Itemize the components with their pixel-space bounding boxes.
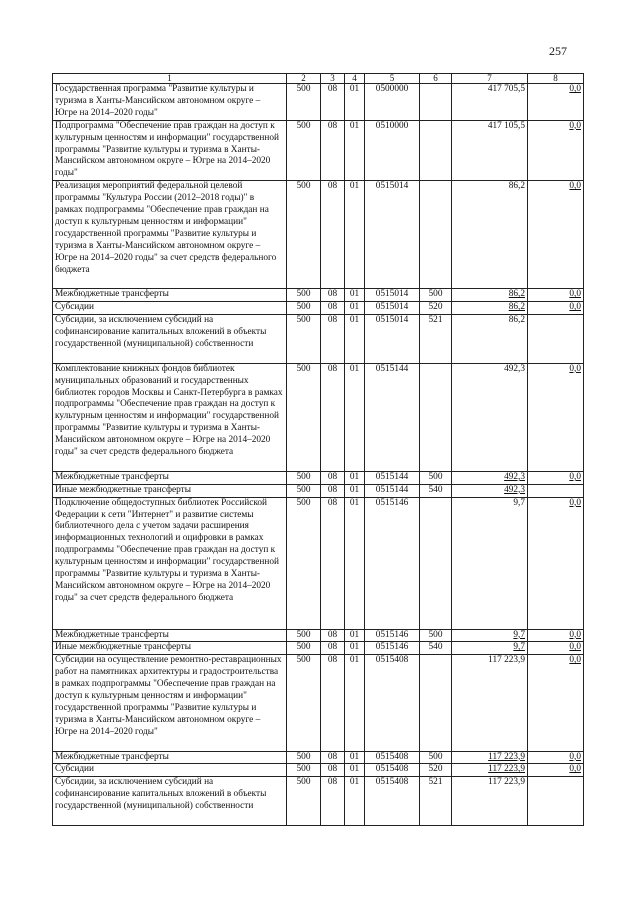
row-expense-type-cell: 500 bbox=[420, 629, 452, 642]
row-target-article-cell: 0515146 bbox=[365, 497, 420, 629]
row-subsection-code-cell: 01 bbox=[345, 120, 365, 181]
row-amount-federal-cell: 0,0 bbox=[528, 655, 584, 751]
row-expense-type-cell bbox=[420, 655, 452, 751]
row-subsection-code-cell: 01 bbox=[345, 84, 365, 121]
column-header: 7 bbox=[452, 74, 528, 84]
column-header: 3 bbox=[321, 74, 345, 84]
row-target-article-cell: 0515408 bbox=[365, 777, 420, 826]
table-row bbox=[53, 315, 584, 364]
row-name-cell: Иные межбюджетные трансферты bbox=[53, 484, 287, 497]
row-target-article-cell: 0515144 bbox=[365, 471, 420, 484]
row-target-article-cell: 0515014 bbox=[365, 181, 420, 289]
row-target-article-cell: 0515014 bbox=[365, 315, 420, 364]
table-row bbox=[53, 629, 584, 642]
row-ministry-code-cell: 500 bbox=[287, 289, 321, 302]
row-amount-cell: 117 223,9 bbox=[452, 751, 528, 764]
row-target-article-cell: 0515144 bbox=[365, 484, 420, 497]
row-expense-type-cell: 520 bbox=[420, 302, 452, 315]
row-section-code-cell: 08 bbox=[321, 471, 345, 484]
row-section-code-cell: 08 bbox=[321, 629, 345, 642]
row-amount-cell: 492,3 bbox=[452, 363, 528, 471]
row-section-code-cell: 08 bbox=[321, 120, 345, 181]
row-expense-type-cell bbox=[420, 497, 452, 629]
row-target-article-cell: 0515146 bbox=[365, 642, 420, 655]
row-subsection-code-cell: 01 bbox=[345, 629, 365, 642]
row-section-code-cell: 08 bbox=[321, 289, 345, 302]
row-subsection-code-cell: 01 bbox=[345, 497, 365, 629]
row-amount-federal-cell: 0,0 bbox=[528, 181, 584, 289]
row-subsection-code-cell: 01 bbox=[345, 764, 365, 777]
row-amount-cell: 117 223,9 bbox=[452, 777, 528, 826]
row-target-article-cell: 0515408 bbox=[365, 655, 420, 751]
row-ministry-code-cell: 500 bbox=[287, 315, 321, 364]
row-name-cell: Субсидии, за исключением субсидий на софинансирование капитальных вложений в объекты государственной (муниципальной) собственности bbox=[53, 777, 287, 826]
row-ministry-code-cell: 500 bbox=[287, 777, 321, 826]
row-ministry-code-cell: 500 bbox=[287, 629, 321, 642]
row-section-code-cell: 08 bbox=[321, 84, 345, 121]
row-amount-cell: 86,2 bbox=[452, 302, 528, 315]
row-amount-federal-cell: 0,0 bbox=[528, 751, 584, 764]
row-amount-federal-cell bbox=[528, 777, 584, 826]
row-name-cell: Межбюджетные трансферты bbox=[53, 471, 287, 484]
row-target-article-cell: 0515144 bbox=[365, 363, 420, 471]
row-name-cell: Подключение общедоступных библиотек Российской Федерации к сети "Интернет" и развитие системы библиотечного дела с учетом задачи расширения информационных технологий и оцифровки в рамках подпрограммы "Обеспечение прав граждан на доступ к культурным ценностям и информации" государственной программы "Развитие культуры и туризма в Ханты-Мансийском автономном округе – Югре на 2014–2020 годы" за счет средств федерального бюджета bbox=[53, 497, 287, 629]
row-expense-type-cell: 520 bbox=[420, 764, 452, 777]
row-name-cell: Комплектование книжных фондов библиотек муниципальных образований и государственных библиотек городов Москвы и Санкт-Петербурга в рамках подпрограммы "Обеспечение прав граждан на доступ к культурным ценностям и информации" государственной программы "Развитие культуры и туризма в Ханты-Мансийском автономном округе – Югре на 2014–2020 годы" за счет средств федерального бюджета bbox=[53, 363, 287, 471]
row-expense-type-cell bbox=[420, 363, 452, 471]
row-amount-federal-cell: 0,0 bbox=[528, 302, 584, 315]
column-header: 4 bbox=[345, 74, 365, 84]
row-section-code-cell: 08 bbox=[321, 363, 345, 471]
row-target-article-cell: 0510000 bbox=[365, 120, 420, 181]
row-expense-type-cell: 500 bbox=[420, 751, 452, 764]
table-row bbox=[53, 302, 584, 315]
row-name-cell: Подпрограмма "Обеспечение прав граждан на доступ к культурным ценностям и информации" государственной программы "Развитие культуры и туризма в Ханты-Мансийском автономном округе – Югре на 2014–2020 годы" bbox=[53, 120, 287, 181]
row-section-code-cell: 08 bbox=[321, 777, 345, 826]
row-amount-cell: 117 223,9 bbox=[452, 764, 528, 777]
column-header: 6 bbox=[420, 74, 452, 84]
row-target-article-cell: 0515146 bbox=[365, 629, 420, 642]
row-ministry-code-cell: 500 bbox=[287, 497, 321, 629]
table-row bbox=[53, 363, 584, 471]
row-expense-type-cell: 540 bbox=[420, 642, 452, 655]
row-amount-cell: 417 105,5 bbox=[452, 120, 528, 181]
table-row bbox=[53, 84, 584, 121]
row-subsection-code-cell: 01 bbox=[345, 315, 365, 364]
row-name-cell: Субсидии, за исключением субсидий на софинансирование капитальных вложений в объекты государственной (муниципальной) собственности bbox=[53, 315, 287, 364]
row-ministry-code-cell: 500 bbox=[287, 764, 321, 777]
row-subsection-code-cell: 01 bbox=[345, 751, 365, 764]
row-subsection-code-cell: 01 bbox=[345, 363, 365, 471]
table-row bbox=[53, 655, 584, 751]
row-amount-cell: 417 705,5 bbox=[452, 84, 528, 121]
row-section-code-cell: 08 bbox=[321, 497, 345, 629]
row-subsection-code-cell: 01 bbox=[345, 181, 365, 289]
row-name-cell: Межбюджетные трансферты bbox=[53, 629, 287, 642]
row-amount-federal-cell: 0,0 bbox=[528, 363, 584, 471]
row-target-article-cell: 0515014 bbox=[365, 289, 420, 302]
row-subsection-code-cell: 01 bbox=[345, 777, 365, 826]
row-expense-type-cell: 500 bbox=[420, 289, 452, 302]
row-amount-cell: 9,7 bbox=[452, 497, 528, 629]
row-section-code-cell: 08 bbox=[321, 655, 345, 751]
budget-table bbox=[52, 73, 584, 826]
row-amount-federal-cell: 0,0 bbox=[528, 764, 584, 777]
table-row bbox=[53, 751, 584, 764]
row-expense-type-cell: 521 bbox=[420, 315, 452, 364]
row-section-code-cell: 08 bbox=[321, 751, 345, 764]
row-ministry-code-cell: 500 bbox=[287, 642, 321, 655]
row-amount-federal-cell bbox=[528, 315, 584, 364]
row-section-code-cell: 08 bbox=[321, 181, 345, 289]
table-row bbox=[53, 484, 584, 497]
row-amount-cell: 9,7 bbox=[452, 642, 528, 655]
row-section-code-cell: 08 bbox=[321, 302, 345, 315]
row-name-cell: Межбюджетные трансферты bbox=[53, 751, 287, 764]
row-target-article-cell: 0500000 bbox=[365, 84, 420, 121]
row-section-code-cell: 08 bbox=[321, 642, 345, 655]
table-row bbox=[53, 777, 584, 826]
column-header: 2 bbox=[287, 74, 321, 84]
row-expense-type-cell bbox=[420, 84, 452, 121]
row-expense-type-cell: 540 bbox=[420, 484, 452, 497]
column-header: 5 bbox=[365, 74, 420, 84]
row-expense-type-cell bbox=[420, 120, 452, 181]
row-amount-federal-cell: 0,0 bbox=[528, 629, 584, 642]
row-subsection-code-cell: 01 bbox=[345, 484, 365, 497]
table-row bbox=[53, 764, 584, 777]
row-target-article-cell: 0515408 bbox=[365, 751, 420, 764]
column-header: 1 bbox=[53, 74, 287, 84]
table-row bbox=[53, 497, 584, 629]
row-section-code-cell: 08 bbox=[321, 315, 345, 364]
row-expense-type-cell: 500 bbox=[420, 471, 452, 484]
row-expense-type-cell bbox=[420, 181, 452, 289]
table-row bbox=[53, 471, 584, 484]
row-name-cell: Реализация мероприятий федеральной целевой программы "Культура России (2012–2018 годы)" в рамках подпрограммы "Обеспечение прав граждан на доступ к культурным ценностям и информации" государственной программы "Развитие культуры и туризма в Ханты-Мансийском автономном округе – Югре на 2014–2020 годы" за счет средств федерального бюджета bbox=[53, 181, 287, 289]
row-name-cell: Иные межбюджетные трансферты bbox=[53, 642, 287, 655]
row-subsection-code-cell: 01 bbox=[345, 642, 365, 655]
table-body bbox=[53, 84, 584, 826]
row-subsection-code-cell: 01 bbox=[345, 655, 365, 751]
row-amount-federal-cell bbox=[528, 484, 584, 497]
row-ministry-code-cell: 500 bbox=[287, 84, 321, 121]
row-name-cell: Субсидии bbox=[53, 764, 287, 777]
row-ministry-code-cell: 500 bbox=[287, 751, 321, 764]
row-amount-federal-cell: 0,0 bbox=[528, 642, 584, 655]
table-row bbox=[53, 289, 584, 302]
row-ministry-code-cell: 500 bbox=[287, 655, 321, 751]
row-ministry-code-cell: 500 bbox=[287, 181, 321, 289]
table-row bbox=[53, 181, 584, 289]
row-amount-cell: 86,2 bbox=[452, 315, 528, 364]
row-amount-cell: 492,3 bbox=[452, 484, 528, 497]
row-amount-cell: 117 223,9 bbox=[452, 655, 528, 751]
row-amount-cell: 86,2 bbox=[452, 181, 528, 289]
table-header-row bbox=[53, 74, 584, 84]
column-header: 8 bbox=[528, 74, 584, 84]
row-ministry-code-cell: 500 bbox=[287, 484, 321, 497]
row-name-cell: Субсидии на осуществление ремонтно-реставрационных работ на памятниках архитектуры и градостроительства в рамках подпрограммы "Обеспечение прав граждан на доступ к культурным ценностям и информации" государственной программы "Развитие культуры и туризма в Ханты-Мансийском автономном округе – Югре на 2014–2020 годы" bbox=[53, 655, 287, 751]
row-amount-federal-cell: 0,0 bbox=[528, 497, 584, 629]
row-ministry-code-cell: 500 bbox=[287, 120, 321, 181]
row-amount-cell: 9,7 bbox=[452, 629, 528, 642]
page-number: 257 bbox=[549, 44, 567, 58]
row-section-code-cell: 08 bbox=[321, 764, 345, 777]
table-row bbox=[53, 120, 584, 181]
row-target-article-cell: 0515408 bbox=[365, 764, 420, 777]
row-amount-cell: 492,3 bbox=[452, 471, 528, 484]
row-expense-type-cell: 521 bbox=[420, 777, 452, 826]
row-subsection-code-cell: 01 bbox=[345, 289, 365, 302]
row-subsection-code-cell: 01 bbox=[345, 302, 365, 315]
row-amount-federal-cell: 0,0 bbox=[528, 471, 584, 484]
row-subsection-code-cell: 01 bbox=[345, 471, 365, 484]
row-name-cell: Государственная программа "Развитие культуры и туризма в Ханты-Мансийском автономном округе – Югре на 2014–2020 годы" bbox=[53, 84, 287, 121]
row-amount-federal-cell: 0,0 bbox=[528, 120, 584, 181]
row-ministry-code-cell: 500 bbox=[287, 363, 321, 471]
row-target-article-cell: 0515014 bbox=[365, 302, 420, 315]
row-name-cell: Межбюджетные трансферты bbox=[53, 289, 287, 302]
row-name-cell: Субсидии bbox=[53, 302, 287, 315]
row-amount-federal-cell: 0,0 bbox=[528, 289, 584, 302]
row-ministry-code-cell: 500 bbox=[287, 471, 321, 484]
row-section-code-cell: 08 bbox=[321, 484, 345, 497]
row-amount-federal-cell: 0,0 bbox=[528, 84, 584, 121]
table-row bbox=[53, 642, 584, 655]
row-amount-cell: 86,2 bbox=[452, 289, 528, 302]
row-ministry-code-cell: 500 bbox=[287, 302, 321, 315]
